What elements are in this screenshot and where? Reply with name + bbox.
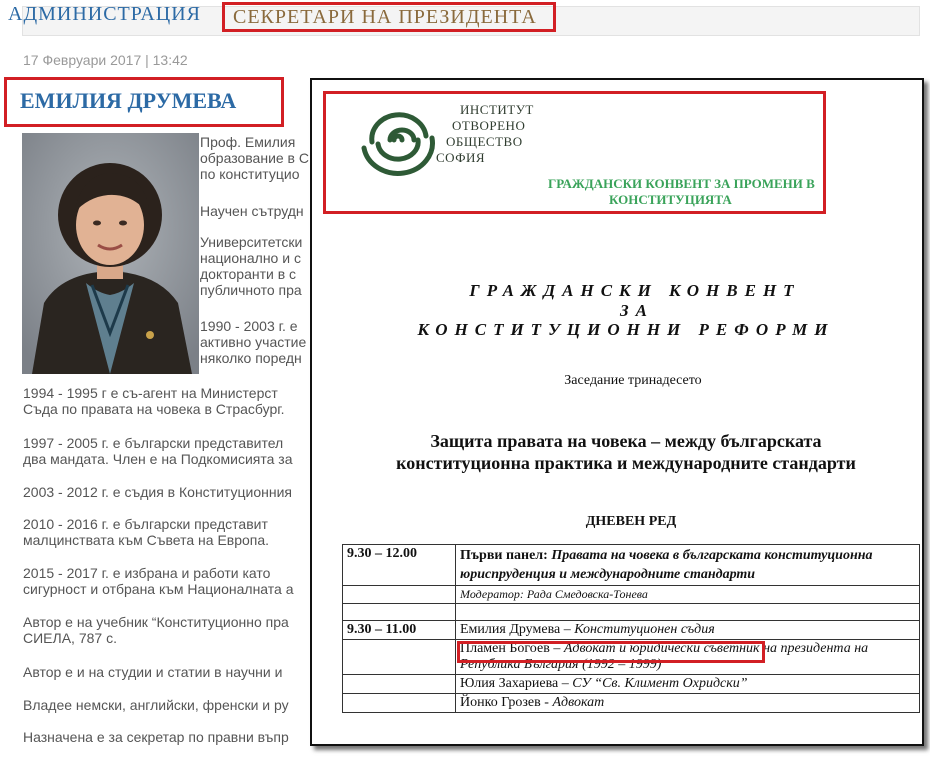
bio-text: публичното пра [200,282,302,298]
document-title: ГРАЖДАНСКИ КОНВЕНТ [469,281,801,300]
panel-title: Правата на човека в българската конституционна юриспруденция и международните стандарти [460,548,873,582]
topic-title: Защита правата на човека – между българската [430,431,822,451]
table-row [343,545,920,586]
agenda-time: 9.30 – 11.00 [343,621,456,640]
speaker-name: Пламен Богоев [460,641,550,656]
speaker-name: Емилия Друмева [460,622,561,637]
speaker: Юлия Захариева – СУ “Св. Климент Охридски” [456,675,920,694]
bio-text: Автор е на учебник “Конституционно пра [23,614,289,630]
bio-text: 2010 - 2016 г. е български представит [23,516,268,532]
table-row [343,694,920,713]
table-row [343,586,920,604]
panel-label: Първи панел: [460,548,552,563]
speaker-role: Адвокат и юридически съветник на президента на Република България (1992 – 1999) [460,641,869,672]
bio-text: малцинствата към Съвета на Европа. [23,532,270,548]
bio-text: Автор е и на студии и статии в научни и [23,664,283,680]
convent-header: ГРАЖДАНСКИ КОНВЕНТ ЗА ПРОМЕНИ В [548,176,815,191]
table-row [343,675,920,694]
bio-text: образование в С [200,150,309,166]
bio-text: Университетски [200,234,303,250]
bio-text: 2015 - 2017 г. е избрана и работи като [23,565,271,581]
logo-text: СОФИЯ [436,150,486,165]
speaker-role: СУ “Св. Климент Охридски” [572,676,748,691]
agenda-time: 9.30 – 12.00 [343,545,456,586]
bio-text: 1990 - 2003 г. е [200,318,298,334]
speaker-role: Адвокат [552,695,605,710]
table-row [343,604,920,621]
speaker-name: Йонко Грозев [460,695,541,710]
document-overlay [310,78,924,746]
agenda-panel [456,545,920,586]
bio-text: сигурност и отбрана към Националната а [23,581,294,597]
bio-text: Съда по правата на човека в Страсбург. [23,401,285,417]
agenda-heading: ДНЕВЕН РЕД [585,514,677,529]
moderator: Модератор: Рада Смедовска-Тонева [456,586,920,604]
convent-header: КОНСТИТУЦИЯТА [609,192,732,207]
table-row [343,621,920,640]
portrait-photo [22,133,199,374]
publish-date: 17 Февруари 2017 | 13:42 [23,52,188,68]
logo-text: ОТВОРЕНО [452,118,526,133]
spiral-logo-icon [352,102,444,176]
bio-text: по конституцио [200,166,300,182]
speaker-role: Конституционен съдия [574,622,715,637]
speaker-highlight-box [457,641,765,663]
topic-title: конституционна практика и международните стандарти [396,453,856,473]
bio-text: 2003 - 2012 г. е съдия в Конституционния [23,484,292,500]
bio-text: два мандата. Член е на Подкомисията за [23,451,293,467]
bio-text: СИЕЛА, 787 с. [23,630,117,646]
speaker: Емилия Друмева – Конституционен съдия [456,621,920,640]
logo-text: ОБЩЕСТВО [446,134,523,149]
speaker-name: Юлия Захариева [460,676,559,691]
page-title: ЕМИЛИЯ ДРУМЕВА [20,88,237,113]
session-label: Заседание тринадесето [564,373,702,388]
bio-text: активно участие [200,334,307,350]
bio-text: Научен сътрудн [200,203,304,219]
agenda-table [342,544,920,713]
bio-text: Проф. Емилия [200,134,296,150]
bio-text: 1994 - 1995 г е съ-агент на Министерст [23,385,278,401]
bio-text: 1997 - 2005 г. е български представител [23,435,284,451]
bio-text: няколко поредн [200,350,302,366]
bio-text: Владее немски, английски, френски и ру [23,697,289,713]
breadcrumb-link-administration[interactable]: АДМИНИСТРАЦИЯ [8,3,201,25]
bio-text: докторанти в с [200,266,297,282]
breadcrumb-link-secretaries[interactable]: СЕКРЕТАРИ НА ПРЕЗИДЕНТА [222,2,556,32]
document-title: КОНСТИТУЦИОННИ РЕФОРМИ [417,320,835,339]
speaker: Йонко Грозев - Адвокат [456,694,920,713]
bio-text: Назначена е за секретар по правни въпр [23,729,289,745]
bio-text: национално и с [200,250,301,266]
speaker: Пламен Богоев – Адвокат и юридически съветник на президента на Република България (1992 – 1999) [456,640,920,675]
logo-text: ИНСТИТУТ [460,102,534,117]
document-title: ЗА [620,301,654,320]
